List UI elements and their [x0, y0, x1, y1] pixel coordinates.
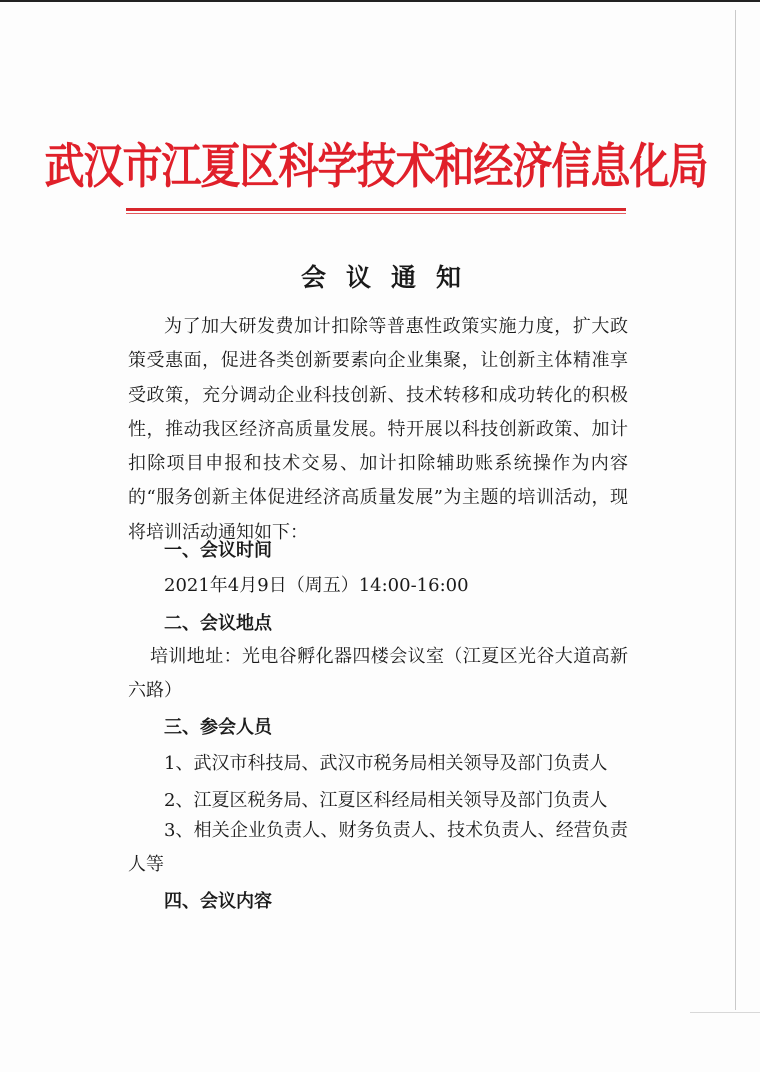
attendee-item: 1、武汉市科技局、武汉市税务局相关领导及部门负责人 [164, 753, 608, 774]
attendee-item: 2、江夏区税务局、江夏区科经局相关领导及部门负责人 [164, 790, 608, 811]
section-heading-location: 二、会议地点 [164, 613, 272, 634]
scan-right-edge [735, 10, 736, 1010]
section-heading-attendees: 三、参会人员 [164, 717, 272, 738]
notice-intro-paragraph: 为了加大研发费加计扣除等普惠性政策实施力度，扩大政策受惠面，促进各类创新要素向企业集聚，让创新主体精准享受政策，充分调动企业科技创新、技术转移和成功转化的积极性，推动我区经济高质量发展。特开展以科技创新政策、加计扣除项目申报和技术交易、加计扣除辅助账系统操作为内容的“服务创新主体促进经济高质量发展”为主题的培训活动，现将培训活动通知如下： [128, 316, 628, 543]
organization-name: 武汉市江夏区科学技术和经济信息化局 [44, 138, 708, 195]
section-heading-content: 四、会议内容 [164, 891, 272, 912]
letterhead-divider-thin [126, 213, 626, 214]
scan-top-edge [0, 0, 760, 2]
letterhead [44, 132, 708, 202]
meeting-location-value: 培训地址：光电谷孵化器四楼会议室（江夏区光谷大道高新六路） [128, 646, 628, 701]
section-heading-time: 一、会议时间 [164, 540, 272, 561]
letterhead-divider [126, 208, 626, 211]
meeting-time-value: 2021年4月9日（周五）14:00-16:00 [164, 575, 469, 596]
notice-title: 会议通知 [300, 263, 481, 292]
attendee-item: 3、相关企业负责人、财务负责人、技术负责人、经营负责人等 [128, 820, 628, 875]
scan-bottom-edge [690, 1012, 760, 1013]
